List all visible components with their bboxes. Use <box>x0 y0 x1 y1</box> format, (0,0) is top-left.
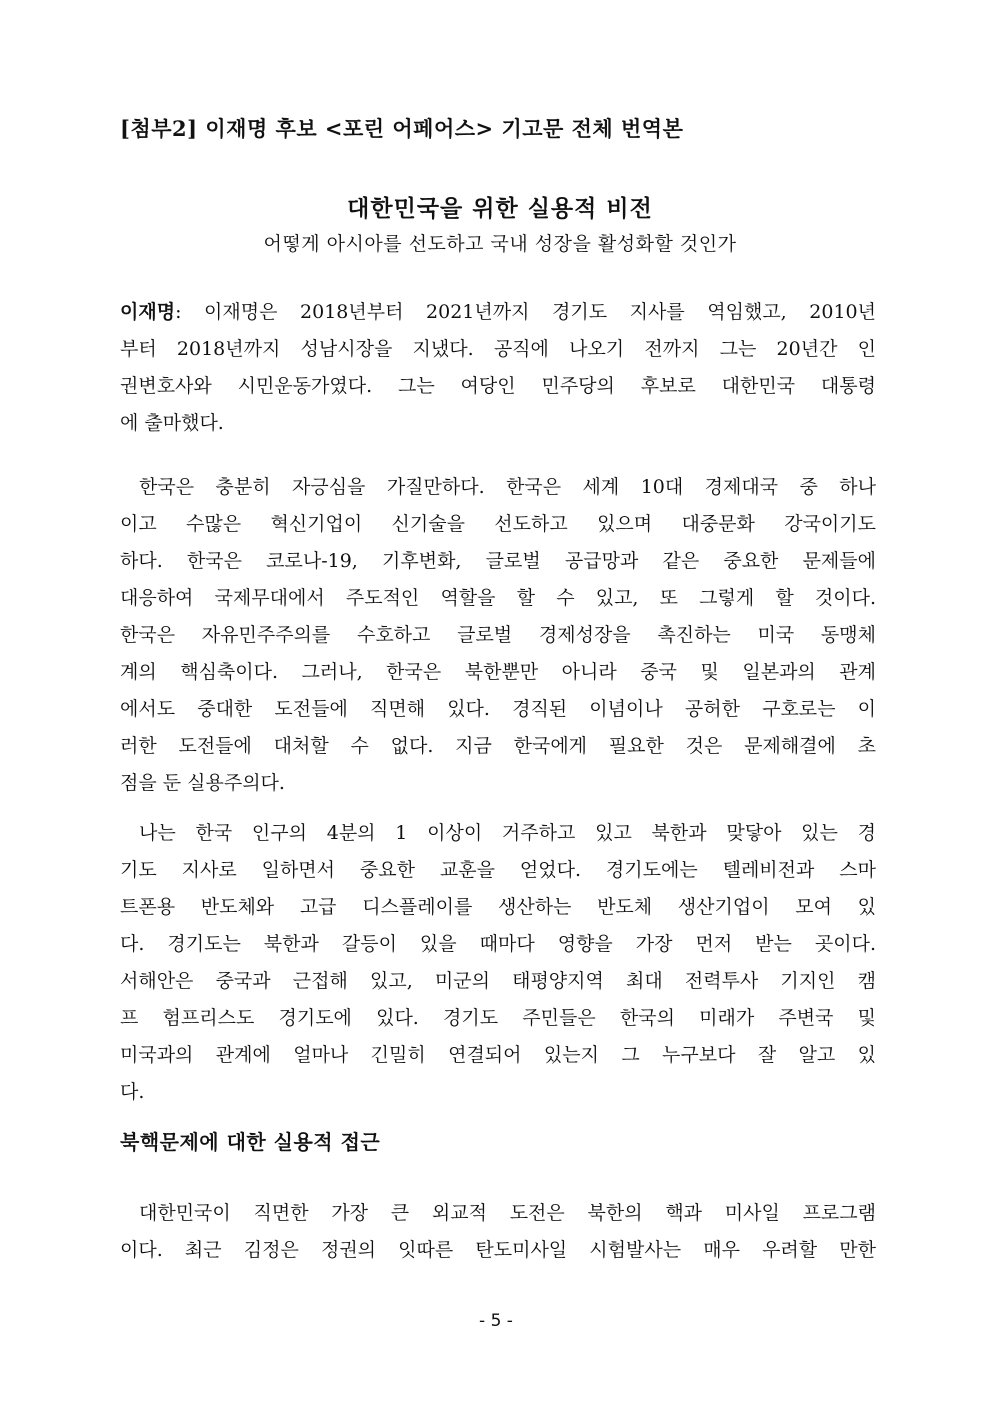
author-name: 이재명 <box>120 301 176 323</box>
paragraph-line: 이다. 최근 김정은 정권의 잇따른 탄도미사일 시험발사는 매우 우려할 만한 <box>120 1239 876 1261</box>
paragraph-line: 프 험프리스도 경기도에 있다. 경기도 주민들은 한국의 미래가 주변국 및 <box>120 1007 876 1029</box>
body-paragraph-gyeonggi <box>120 815 876 1111</box>
article-subtitle: 어떻게 아시아를 선도하고 국내 성장을 활성화할 것인가 <box>263 233 737 255</box>
attachment-title: [첨부2] 이재명 후보 <포린 어페어스> 기고문 전체 번역본 <box>120 116 684 141</box>
paragraph-line: 미국과의 관계에 얼마나 긴밀히 연결되어 있는지 그 누구보다 잘 알고 있 <box>120 1044 876 1066</box>
paragraph-line: 대한민국이 직면한 가장 큰 외교적 도전은 북한의 핵과 미사일 프로그램 <box>139 1202 876 1224</box>
section-heading: 북핵문제에 대한 실용적 접근 <box>120 1130 381 1154</box>
paragraph-line: 다. 경기도는 북한과 갈등이 있을 때마다 영향을 가장 먼저 받는 곳이다. <box>120 933 876 955</box>
paragraph-line: 권변호사와 시민운동가였다. 그는 여당인 민주당의 후보로 대한민국 대통령 <box>120 375 876 397</box>
body-paragraph-north-korea <box>120 1195 876 1269</box>
paragraph-line: 대응하여 국제무대에서 주도적인 역할을 할 수 있고, 또 그렇게 할 것이다. <box>120 587 876 609</box>
paragraph-line: 기도 지사로 일하면서 중요한 교훈을 얻었다. 경기도에는 텔레비전과 스마 <box>120 859 876 881</box>
paragraph-line: 부터 2018년까지 성남시장을 지냈다. 공직에 나오기 전까지 그는 20년간 인 <box>120 338 876 360</box>
paragraph-line: 에 출마했다. <box>120 412 224 434</box>
body-paragraph-korea-pride <box>120 469 876 802</box>
paragraph-line: 러한 도전들에 대처할 수 없다. 지금 한국에게 필요한 것은 문제해결에 초 <box>120 735 876 757</box>
paragraph-line: 나는 한국 인구의 4분의 1 이상이 거주하고 있고 북한과 맞닿아 있는 경 <box>139 822 876 844</box>
paragraph-line: 점을 둔 실용주의다. <box>120 772 285 794</box>
paragraph-line: 트폰용 반도체와 고급 디스플레이를 생산하는 반도체 생산기업이 모여 있 <box>120 896 876 918</box>
paragraph-line: 이고 수많은 혁신기업이 신기술을 선도하고 있으며 대중문화 강국이기도 <box>120 513 876 535</box>
paragraph-line: 서해안은 중국과 근접해 있고, 미군의 태평양지역 최대 전력투사 기지인 캠 <box>120 970 876 992</box>
page-number: - 5 - <box>479 1311 513 1331</box>
paragraph-line: 하다. 한국은 코로나-19, 기후변화, 글로벌 공급망과 같은 중요한 문제들에 <box>120 550 876 572</box>
paragraph-line <box>120 294 876 331</box>
author-colon: : <box>175 301 182 323</box>
paragraph-line: 다. <box>120 1081 145 1103</box>
author-bio-text: 이재명은 2018년부터 2021년까지 경기도 지사를 역임했고, 2010년 <box>181 301 876 323</box>
paragraph-line: 한국은 충분히 자긍심을 가질만하다. 한국은 세계 10대 경제대국 중 하나 <box>139 476 876 498</box>
paragraph-line: 에서도 중대한 도전들에 직면해 있다. 경직된 이념이나 공허한 구호로는 이 <box>120 698 876 720</box>
paragraph-line: 계의 핵심축이다. 그러나, 한국은 북한뿐만 아니라 중국 및 일본과의 관계 <box>120 661 876 683</box>
paragraph-line: 한국은 자유민주주의를 수호하고 글로벌 경제성장을 촉진하는 미국 동맹체 <box>120 624 876 646</box>
article-title: 대한민국을 위한 실용적 비전 <box>347 195 653 222</box>
author-bio-paragraph <box>120 294 876 442</box>
